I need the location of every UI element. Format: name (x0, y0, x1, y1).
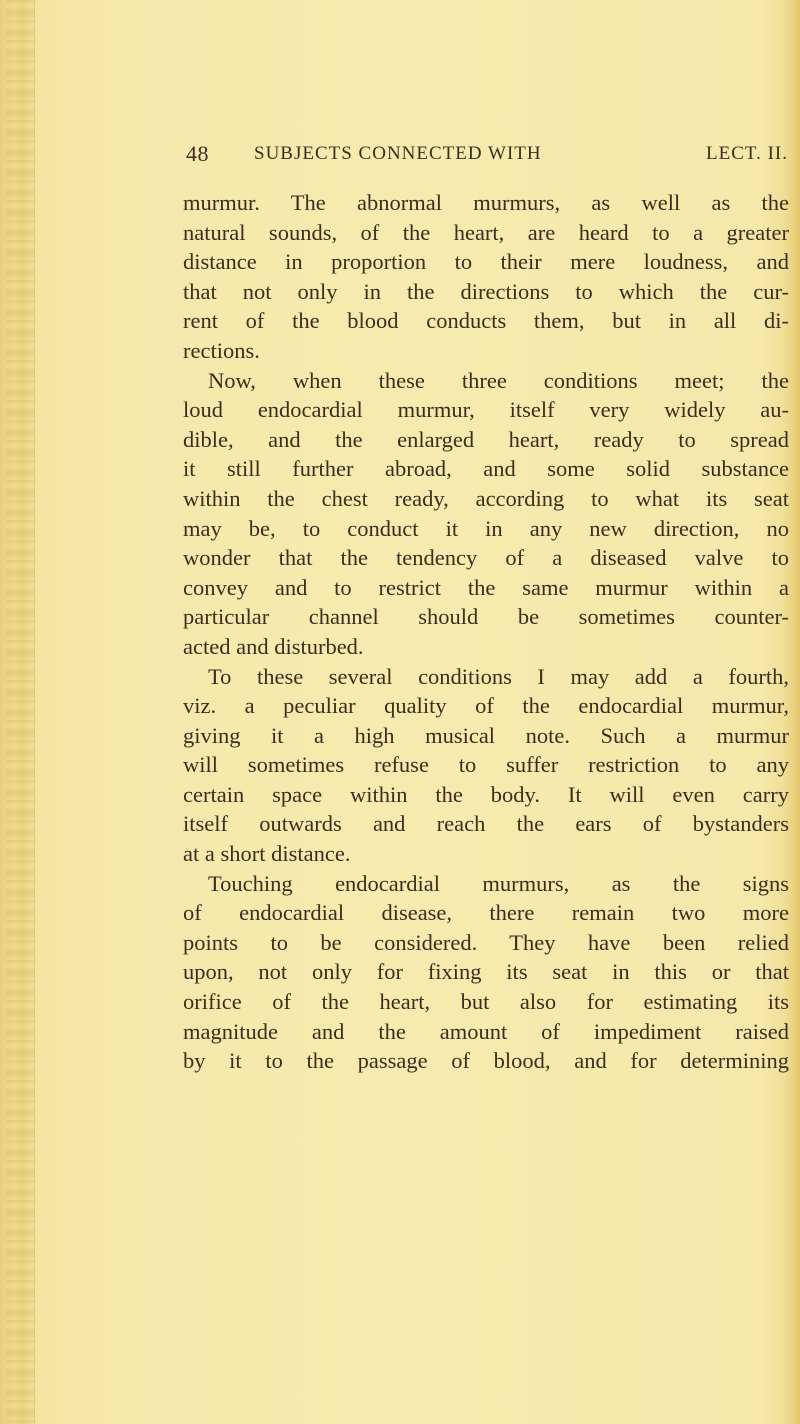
text-line: within the chest ready, according to what its seat (183, 485, 789, 511)
text-line: distance in proportion to their mere loudness, and (183, 249, 789, 275)
text-line: dible, and the enlarged heart, ready to spread (183, 426, 789, 452)
text-line: rections. (183, 337, 260, 363)
running-title: SUBJECTS CONNECTED WITH (254, 143, 542, 164)
text-line: at a short distance. (183, 841, 351, 867)
body-text (183, 188, 789, 1076)
section-label: LECT. II. (706, 143, 788, 164)
text-line: will sometimes refuse to suffer restriction to any (183, 752, 789, 778)
text-line: acted and disturbed. (183, 633, 364, 659)
running-header (186, 141, 792, 175)
text-line: by it to the passage of blood, and for determining (183, 1048, 789, 1074)
text-line: murmur. The abnormal murmurs, as well as the (183, 190, 789, 215)
text-line: natural sounds, of the heart, are heard to a greater (183, 219, 789, 245)
text-line: that not only in the directions to which the cur- (183, 278, 789, 304)
text-line: wonder that the tendency of a diseased valve to (183, 545, 789, 571)
text-line: may be, to conduct it in any new direction, no (183, 515, 789, 541)
text-line: it still further abroad, and some solid substance (183, 456, 789, 482)
text-line: of endocardial disease, there remain two more (183, 900, 789, 926)
text-line: loud endocardial murmur, itself very widely au- (183, 397, 789, 423)
paragraph (183, 662, 789, 869)
text-line: Touching endocardial murmurs, as the signs (208, 870, 789, 896)
text-line: itself outwards and reach the ears of bystanders (183, 811, 789, 837)
page-gutter-edge (6, 0, 35, 1424)
text-line: rent of the blood conducts them, but in all di- (183, 308, 789, 334)
text-line: giving it a high musical note. Such a murmur (183, 722, 789, 748)
text-line: certain space within the body. It will even carry (183, 781, 789, 807)
text-line: viz. a peculiar quality of the endocardial murmur, (183, 693, 789, 719)
paragraph (183, 869, 789, 1076)
text-line: To these several conditions I may add a fourth, (208, 663, 789, 689)
page-number: 48 (186, 141, 209, 166)
text-line: Now, when these three conditions meet; the (208, 367, 789, 393)
text-line: magnitude and the amount of impediment raised (183, 1018, 789, 1044)
paragraph (183, 188, 789, 366)
text-line: convey and to restrict the same murmur within a (183, 574, 789, 600)
text-line: upon, not only for fixing its seat in this or that (183, 959, 789, 985)
text-line: orifice of the heart, but also for estimating its (183, 989, 789, 1015)
text-line: points to be considered. They have been relied (183, 929, 789, 955)
paragraph (183, 366, 789, 662)
text-line: particular channel should be sometimes counter- (183, 604, 789, 630)
